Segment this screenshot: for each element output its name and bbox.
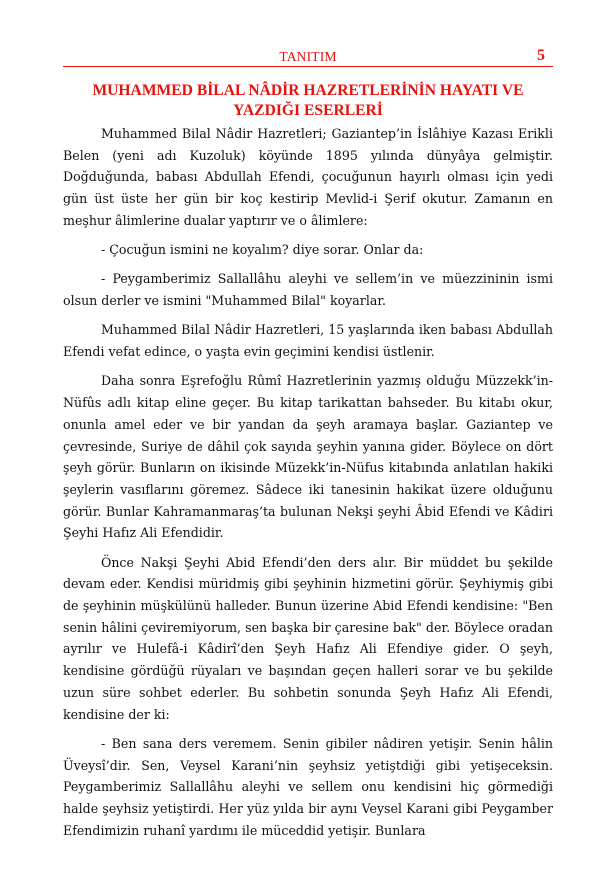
chapter-title-line-1: MUHAMMED BİLAL NÂDİR HAZRETLERİNİN HAYATI VE [92,82,524,99]
paragraph: Muhammed Bilal Nâdir Hazretleri, 15 yaşlarında iken babası Abdullah Efendi vefat edince, o yaşta evin geçimini kendisi üstlenir. [63,322,553,360]
chapter-title [63,81,553,121]
page-number: 5 [537,47,545,64]
paragraph: Daha sonra Eşrefoğlu Rûmî Hazretlerinin yazmış olduğu Müzzekk’in-Nüfûs adlı kitap eline geçer. Bu kitap tarikattan bahseder. Bu kitabı okur, onunla amel eder ve bir yandan da şeyh aramaya başlar. Gaziantep ve çevresinde, Suriye de dâhil çok sayıda şeyhin yanına gider. Böylece on dört şeyh görür. Bunların on ikisinde Müzekk’in-Nüfus kitabında anlatılan hakiki şeylerin vasıflarını göremez. Sâdece iki tanesinin hakikat üzere olduğunu görür. Bunlar Kahramanmaraş’ta bulunan Nekşi şeyhi Âbid Efendi ve Kâdiri Şeyhi Hafız Ali Efendidir. [63,373,553,541]
paragraph: - Peygamberimiz Sallallâhu aleyhi ve sellem’in ve müezzininin ismi olsun derler ve ismini "Muhammed Bilal" koyarlar. [63,271,553,309]
paragraph: Önce Nakşi Şeyhi Abid Efendi’den ders alır. Bir müddet bu şekilde devam eder. Kendisi müridmiş gibi şeyhinin hizmetini görür. Şeyhiymiş gibi de şeyhinin müşkülünü halleder. Bunun üzerine Abid Efendi kendisine: "Ben senin hâlini çeviremiyorum, sen başka bir çaresine bak" der. Böylece oradan ayrılır ve Hulefâ-i Kâdirî’den Şeyh Hafız Ali Efendiye gider. O şeyh, kendisine gördüğü rüyaları ve başından geçen halleri sorar ve bu şekilde uzun süre sohbet ederler. Bu sohbetin sonunda Şeyh Hafız Ali Efendi, kendisine der ki: [63,554,553,722]
running-header [63,47,553,67]
paragraph: Muhammed Bilal Nâdir Hazretleri; Gaziantep’in İslâhiye Kazası Erikli Belen (yeni adı Kuzoluk) köyünde 1895 yılında dünyâya gelmiştir. Doğduğunda, babası Abdullah Efendi, çocuğunun hayırlı olması için yedi gün üst üste her gün bir koç kestirip Mevlid-i Şerif okutur. Zamanın en meşhur âlimlerine dualar yaptırır ve o âlimlere: [63,126,553,228]
running-title: TANITIM [279,49,337,64]
paragraph: - Çocuğun ismini ne koyalım? diye sorar. Onlar da: [101,242,424,258]
body-text [63,123,553,849]
chapter-title-line-2: YAZDIĞI ESERLERİ [233,102,383,119]
paragraph: - Ben sana ders veremem. Senin gibiler nâdiren yetişir. Senin hâlin Üveysî’dir. Sen, Veysel Karani’nin şeyhsiz yetiştdiği gibi yetişeceksin. Peygamberimiz Sallallâhu aleyhi ve sellem onu kendisini hiç görmediği halde şeyhsiz yetiştirdi. Her yüz yılda bir aynı Veysel Karani gibi Peygamber Efendimizin ruhanî yardımı ile müceddid yetişir. Bunlara [63,735,553,838]
